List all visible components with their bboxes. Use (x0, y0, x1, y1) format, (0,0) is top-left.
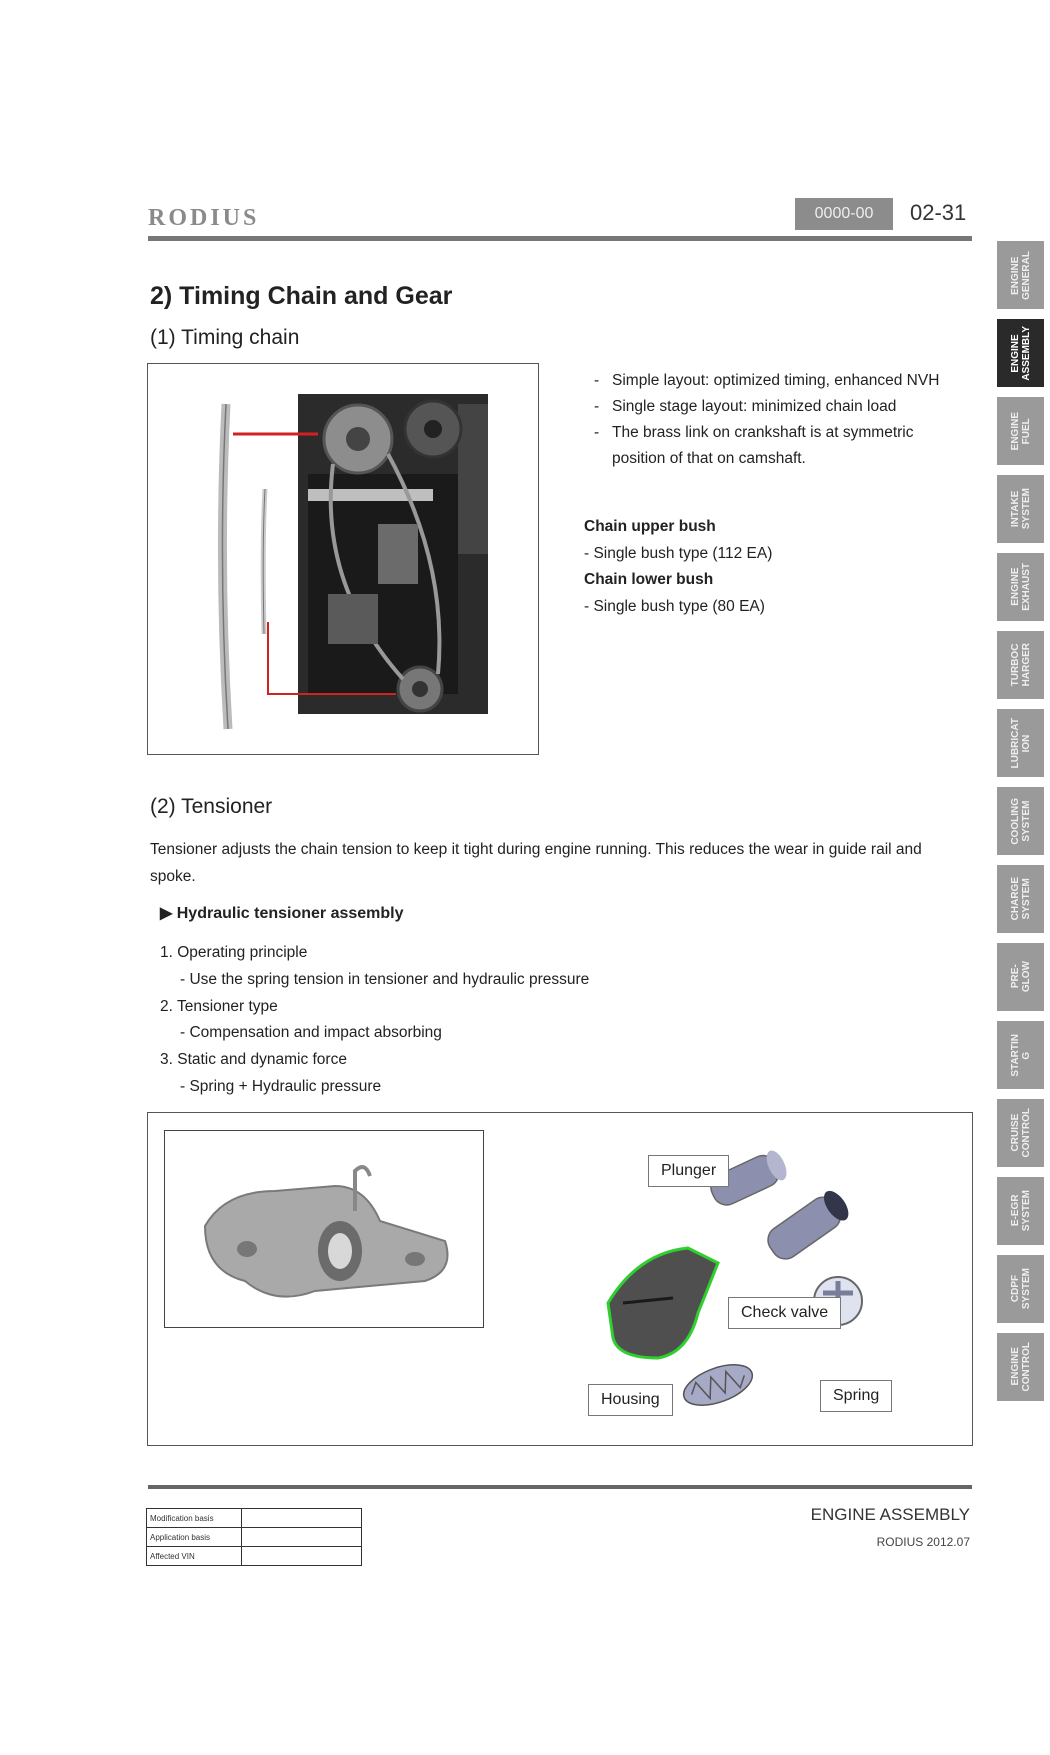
tensioner-principles (160, 940, 589, 1101)
assembly-heading: ▶ Hydraulic tensioner assembly (160, 905, 404, 922)
header-divider (148, 236, 972, 241)
spring-label: Spring (820, 1380, 892, 1412)
upper-bush-title: Chain upper bush (584, 518, 716, 535)
upper-bush-text: - Single bush type (112 EA) (584, 544, 773, 562)
timing-chain-features (592, 368, 952, 472)
principle-item: 1. Operating principle (160, 944, 308, 961)
tab-intake-system[interactable]: INTAKE SYSTEM (997, 475, 1044, 543)
timing-chain-figure (147, 363, 539, 755)
table-row-label: Modification basis (147, 1509, 242, 1528)
subsection-title-tensioner: (2) Tensioner (150, 795, 273, 818)
tab-cdpf-system[interactable]: CDPF SYSTEM (997, 1255, 1044, 1323)
feature-item: - Simple layout: optimized timing, enhanced NVH (592, 368, 952, 394)
footer-subtitle: RODIUS 2012.07 (876, 1535, 970, 1549)
feature-item: - Single stage layout: minimized chain load (592, 394, 952, 420)
tab-engine-general[interactable]: ENGINE GENERAL (997, 241, 1044, 309)
engine-illustration (148, 364, 538, 754)
principle-detail: - Spring + Hydraulic pressure (180, 1077, 382, 1095)
table-cell (242, 1509, 362, 1528)
lower-bush-title: Chain lower bush (584, 571, 714, 588)
tab-starting[interactable]: STARTIN G (997, 1021, 1044, 1089)
tab-engine-fuel[interactable]: ENGINE FUEL (997, 397, 1044, 465)
tensioner-figure (147, 1112, 973, 1446)
tensioner-photo (164, 1130, 484, 1328)
chain-bush-info (584, 514, 772, 620)
table-row-label: Application basis (147, 1528, 242, 1547)
tab-cruise-control[interactable]: CRUISE CONTROL (997, 1099, 1044, 1167)
tab-turbocharger[interactable]: TURBOC HARGER (997, 631, 1044, 699)
chapter-tabs (997, 241, 1050, 1411)
revision-table (146, 1508, 362, 1566)
tab-pre-glow[interactable]: PRE- GLOW (997, 943, 1044, 1011)
tab-cooling-system[interactable]: COOLING SYSTEM (997, 787, 1044, 855)
lower-bush-text: - Single bush type (80 EA) (584, 597, 765, 615)
tab-lubrication[interactable]: LUBRICAT ION (997, 709, 1044, 777)
principle-item: 3. Static and dynamic force (160, 1051, 347, 1069)
tab-engine-assembly[interactable]: ENGINE ASSEMBLY (997, 319, 1044, 387)
subsection-title-timing-chain: (1) Timing chain (150, 326, 300, 349)
brand-logo: RODIUS (148, 205, 260, 231)
feature-item: - The brass link on crankshaft is at symmetric position of that on camshaft. (592, 420, 952, 472)
plunger-label: Plunger (648, 1155, 729, 1187)
tensioner-illustration (165, 1131, 483, 1327)
tensioner-description: Tensioner adjusts the chain tension to keep it tight during engine running. This reduces the wear in guide rail and spoke. (150, 841, 922, 885)
section-code-badge: 0000-00 (795, 198, 893, 230)
page-number: 02-31 (910, 200, 967, 225)
tab-charge-system[interactable]: CHARGE SYSTEM (997, 865, 1044, 933)
footer-title: ENGINE ASSEMBLY (810, 1505, 970, 1524)
principle-detail: - Compensation and impact absorbing (180, 1024, 442, 1042)
table-cell (242, 1528, 362, 1547)
tab-engine-control[interactable]: ENGINE CONTROL (997, 1333, 1044, 1401)
section-title: 2) Timing Chain and Gear (150, 282, 453, 310)
tab-e-egr-system[interactable]: E-EGR SYSTEM (997, 1177, 1044, 1245)
check-valve-label: Check valve (728, 1297, 841, 1329)
principle-detail: - Use the spring tension in tensioner and hydraulic pressure (180, 970, 590, 988)
tab-engine-exhaust[interactable]: ENGINE EXHAUST (997, 553, 1044, 621)
table-cell (242, 1547, 362, 1566)
table-row-label: Affected VIN (147, 1547, 242, 1566)
footer-divider (148, 1485, 972, 1489)
housing-label: Housing (588, 1384, 673, 1416)
principle-item: 2. Tensioner type (160, 997, 278, 1015)
